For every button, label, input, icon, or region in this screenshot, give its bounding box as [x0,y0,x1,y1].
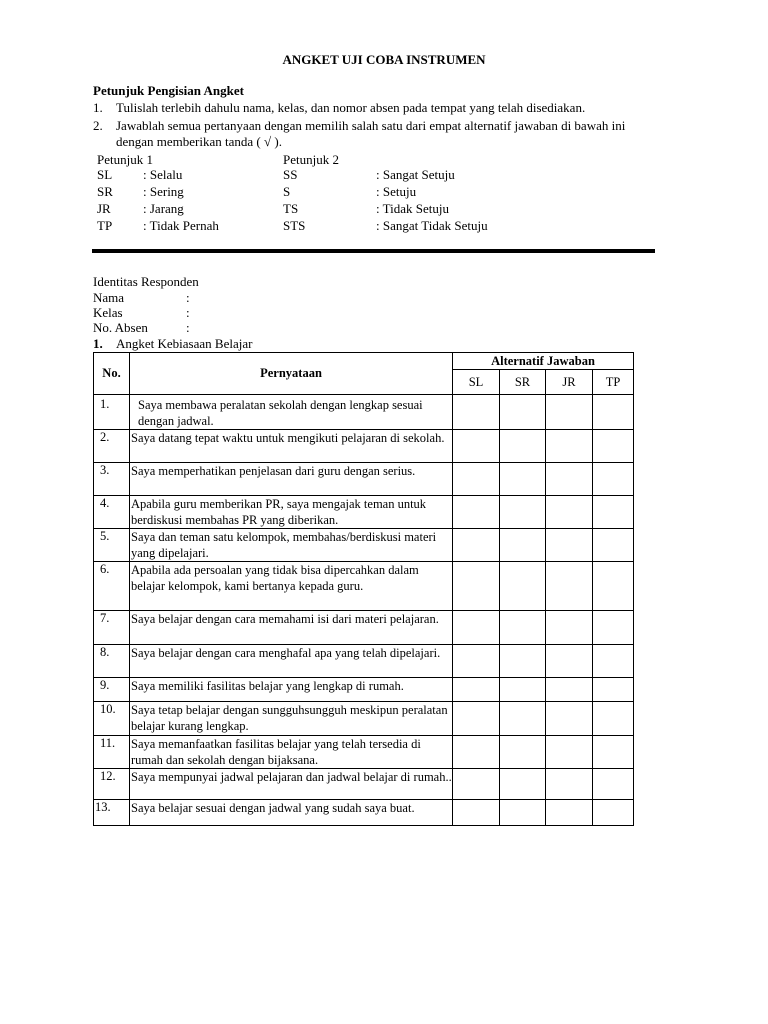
answer-cell-sr[interactable] [500,769,546,800]
column-header-alternatives: Alternatif Jawaban [453,353,634,370]
identitas-heading: Identitas Responden [93,274,199,289]
answer-cell-tp[interactable] [593,562,634,611]
answer-cell-jr[interactable] [546,769,593,800]
legend-code: SR [97,184,113,199]
statement-text: Saya mempunyai jadwal pelajaran dan jadwal belajar di rumah.. [130,769,453,800]
table-row [94,496,634,529]
section-number: 1. [93,336,103,351]
answer-cell-jr[interactable] [546,800,593,826]
row-number: 12. [94,769,130,800]
answer-cell-tp[interactable] [593,800,634,826]
answer-cell-sl[interactable] [453,736,500,769]
answer-cell-sl[interactable] [453,395,500,430]
answer-cell-tp[interactable] [593,611,634,645]
row-number: 3. [94,463,130,496]
statement-text: Saya memiliki fasilitas belajar yang lengkap di rumah. [130,678,453,702]
table-row [94,562,634,611]
field-label-nama: Nama [93,290,125,305]
answer-cell-sr[interactable] [500,678,546,702]
answer-cell-sr[interactable] [500,611,546,645]
answer-cell-sr[interactable] [500,463,546,496]
option-header-sl: SL [453,370,500,395]
answer-cell-jr[interactable] [546,463,593,496]
answer-cell-jr[interactable] [546,736,593,769]
answer-cell-jr[interactable] [546,430,593,463]
legend-code: S [283,184,291,199]
table-row [94,678,634,702]
answer-cell-jr[interactable] [546,678,593,702]
instructions-heading: Petunjuk Pengisian Angket [93,83,244,98]
answer-cell-jr[interactable] [546,529,593,562]
answer-cell-sr[interactable] [500,430,546,463]
legend-desc: : Tidak Pernah [143,218,219,233]
answer-cell-sl[interactable] [453,430,500,463]
answer-cell-sl[interactable] [453,611,500,645]
answer-cell-jr[interactable] [546,395,593,430]
instruction-2-text-cont: dengan memberikan tanda ( √ ). [116,134,282,149]
answer-cell-sl[interactable] [453,769,500,800]
field-colon: : [186,290,190,305]
answer-cell-tp[interactable] [593,769,634,800]
answer-cell-sl[interactable] [453,529,500,562]
answer-cell-sr[interactable] [500,496,546,529]
legend-code: STS [283,218,306,233]
table-row [94,800,634,826]
field-colon: : [186,305,190,320]
option-header-sr: SR [500,370,546,395]
statement-text: Saya memanfaatkan fasilitas belajar yang telah tersedia di rumah dan sekolah dengan bijaksana. [130,736,453,769]
table-row [94,395,634,430]
petunjuk-2-label: Petunjuk 2 [283,152,339,167]
table-row [94,645,634,678]
instruction-1-number: 1. [93,100,103,115]
row-number: 11. [94,736,130,769]
option-header-tp: TP [593,370,634,395]
statement-text: Apabila guru memberikan PR, saya mengajak teman untuk berdiskusi membahas PR yang diberikan. [130,496,453,529]
table-row [94,529,634,562]
answer-cell-sl[interactable] [453,800,500,826]
statement-text: Saya datang tepat waktu untuk mengikuti pelajaran di sekolah. [130,430,453,463]
answer-cell-sl[interactable] [453,645,500,678]
statement-text: Saya belajar dengan cara memahami isi dari materi pelajaran. [130,611,453,645]
table-row [94,611,634,645]
answer-cell-jr[interactable] [546,645,593,678]
legend-desc: : Sangat Tidak Setuju [376,218,488,233]
statement-text: Saya belajar dengan cara menghafal apa yang telah dipelajari. [130,645,453,678]
legend-desc: : Selalu [143,167,183,182]
answer-cell-sr[interactable] [500,702,546,736]
legend-desc: : Sangat Setuju [376,167,455,182]
answer-cell-tp[interactable] [593,678,634,702]
answer-cell-sl[interactable] [453,496,500,529]
section-divider [92,249,655,253]
answer-cell-tp[interactable] [593,736,634,769]
statement-text: Saya membawa peralatan sekolah dengan lengkap sesuai dengan jadwal. [130,395,453,430]
answer-cell-jr[interactable] [546,702,593,736]
answer-cell-sl[interactable] [453,702,500,736]
legend-desc: : Sering [143,184,184,199]
field-colon: : [186,320,190,335]
answer-cell-tp[interactable] [593,395,634,430]
row-number: 6. [94,562,130,611]
answer-cell-tp[interactable] [593,529,634,562]
answer-cell-sr[interactable] [500,800,546,826]
answer-cell-sl[interactable] [453,678,500,702]
answer-cell-tp[interactable] [593,430,634,463]
statement-text: Saya tetap belajar dengan sungguhsungguh meskipun peralatan belajar kurang lengkap. [130,702,453,736]
answer-cell-tp[interactable] [593,645,634,678]
legend-code: TP [97,218,113,233]
statement-text: Apabila ada persoalan yang tidak bisa dipercahkan dalam belajar kelompok, kami bertanya kepada guru. [130,562,453,611]
legend-code: SL [97,167,113,182]
row-number: 7. [94,611,130,645]
column-header-statement: Pernyataan [130,353,453,395]
row-number: 1. [94,395,130,430]
row-number: 2. [94,430,130,463]
instruction-1-text: Tulislah terlebih dahulu nama, kelas, dan nomor absen pada tempat yang telah disediakan. [116,100,586,115]
statement-text: Saya memperhatikan penjelasan dari guru dengan serius. [130,463,453,496]
instruction-2-number: 2. [93,118,103,133]
row-number: 5. [94,529,130,562]
field-label-kelas: Kelas [93,305,123,320]
row-number: 9. [94,678,130,702]
answer-cell-sr[interactable] [500,736,546,769]
answer-cell-sr[interactable] [500,395,546,430]
page-title: ANGKET UJI COBA INSTRUMEN [282,52,486,67]
row-number: 13. [94,800,130,826]
table-row [94,769,634,800]
statement-text: Saya dan teman satu kelompok, membahas/berdiskusi materi yang dipelajari. [130,529,453,562]
legend-code: TS [283,201,299,216]
answer-cell-sl[interactable] [453,562,500,611]
answer-cell-sr[interactable] [500,645,546,678]
questionnaire-table [93,352,634,826]
answer-cell-tp[interactable] [593,463,634,496]
row-number: 10. [94,702,130,736]
row-number: 4. [94,496,130,529]
statement-text: Saya belajar sesuai dengan jadwal yang sudah saya buat. [130,800,453,826]
answer-cell-jr[interactable] [546,562,593,611]
petunjuk-1-label: Petunjuk 1 [97,152,153,167]
table-row [94,463,634,496]
legend-desc: : Tidak Setuju [376,201,449,216]
field-label-no-absen: No. Absen [93,320,148,335]
answer-cell-jr[interactable] [546,496,593,529]
legend-code: JR [97,201,111,216]
table-row [94,736,634,769]
answer-cell-sr[interactable] [500,529,546,562]
table-row [94,702,634,736]
legend-desc: : Setuju [376,184,417,199]
row-number: 8. [94,645,130,678]
answer-cell-jr[interactable] [546,611,593,645]
answer-cell-sr[interactable] [500,562,546,611]
option-header-jr: JR [546,370,593,395]
legend-code: SS [283,167,298,182]
answer-cell-sl[interactable] [453,463,500,496]
section-title: Angket Kebiasaan Belajar [116,336,253,351]
answer-cell-tp[interactable] [593,702,634,736]
instruction-2-text: Jawablah semua pertanyaan dengan memilih salah satu dari empat alternatif jawaban di bawah ini [116,118,626,133]
column-header-no: No. [94,353,130,395]
answer-cell-tp[interactable] [593,496,634,529]
table-row [94,430,634,463]
legend-desc: : Jarang [143,201,184,216]
